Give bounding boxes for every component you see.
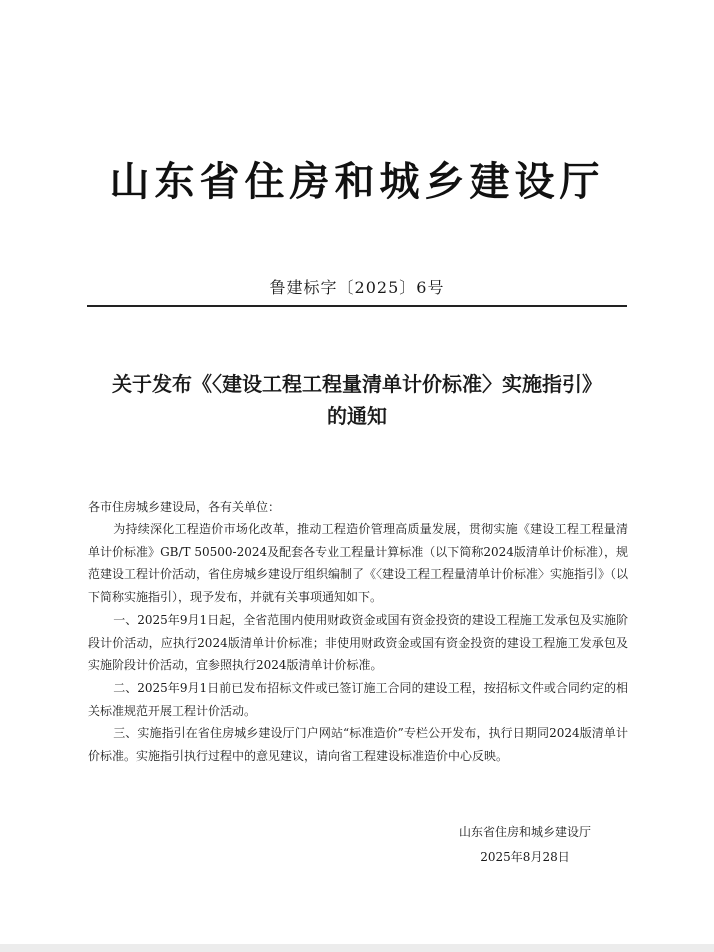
body-paragraph-item-2: 二、2025年9月1日前已发布招标文件或已签订施工合同的建设工程，按招标文件或合同约定的相关标准规范开展工程计价活动。 xyxy=(88,680,628,718)
body-paragraph-item-3: 三、实施指引在省住房城乡建设厅门户网站“标准造价”专栏公开发布，执行日期同2024版清单计价标准。实施指引执行过程中的意见建议，请向省工程建设标准造价中心反映。 xyxy=(88,726,628,764)
body-paragraph-intro: 为持续深化工程造价市场化改革，推动工程造价管理高质量发展，贯彻实施《建设工程工程量清单计价标准》GB/T 50500-2024及配套各专业工程量计算标准（以下简称2024版清单计价标准），规范建设工程计价活动，省住房城乡建设厅组织编制了《〈建设工程工程量清单计价标准〉实施指引》（以下简称实施指引），现予发布，并就有关事项通知如下。 xyxy=(88,522,629,605)
salutation: 各市住房城乡建设局，各有关单位： xyxy=(88,500,281,514)
issuer-name: 山东省住房和城乡建设厅 xyxy=(458,825,591,839)
notice-body xyxy=(88,518,628,768)
document-number: 鲁建标字〔2025〕6号 xyxy=(269,278,445,297)
issue-date: 2025年8月28日 xyxy=(480,850,570,864)
notice-title-line-2: 的通知 xyxy=(327,404,387,428)
viewer-bottom-edge xyxy=(0,944,714,952)
header-divider xyxy=(87,305,627,307)
notice-title xyxy=(70,368,644,432)
body-paragraph-item-1: 一、2025年9月1日起，全省范围内使用财政资金或国有资金投资的建设工程施工发承包及实施阶段计价活动，应执行2024版清单计价标准；非使用财政资金或国有资金投资的建设工程施工发承包及实施阶段计价活动，宜参照执行2024版清单计价标准。 xyxy=(88,612,628,673)
signature-block xyxy=(420,820,630,870)
notice-title-line-1: 关于发布《〈建设工程工程量清单计价标准〉实施指引》 xyxy=(112,372,602,396)
agency-header: 山东省住房和城乡建设厅 xyxy=(109,158,605,205)
